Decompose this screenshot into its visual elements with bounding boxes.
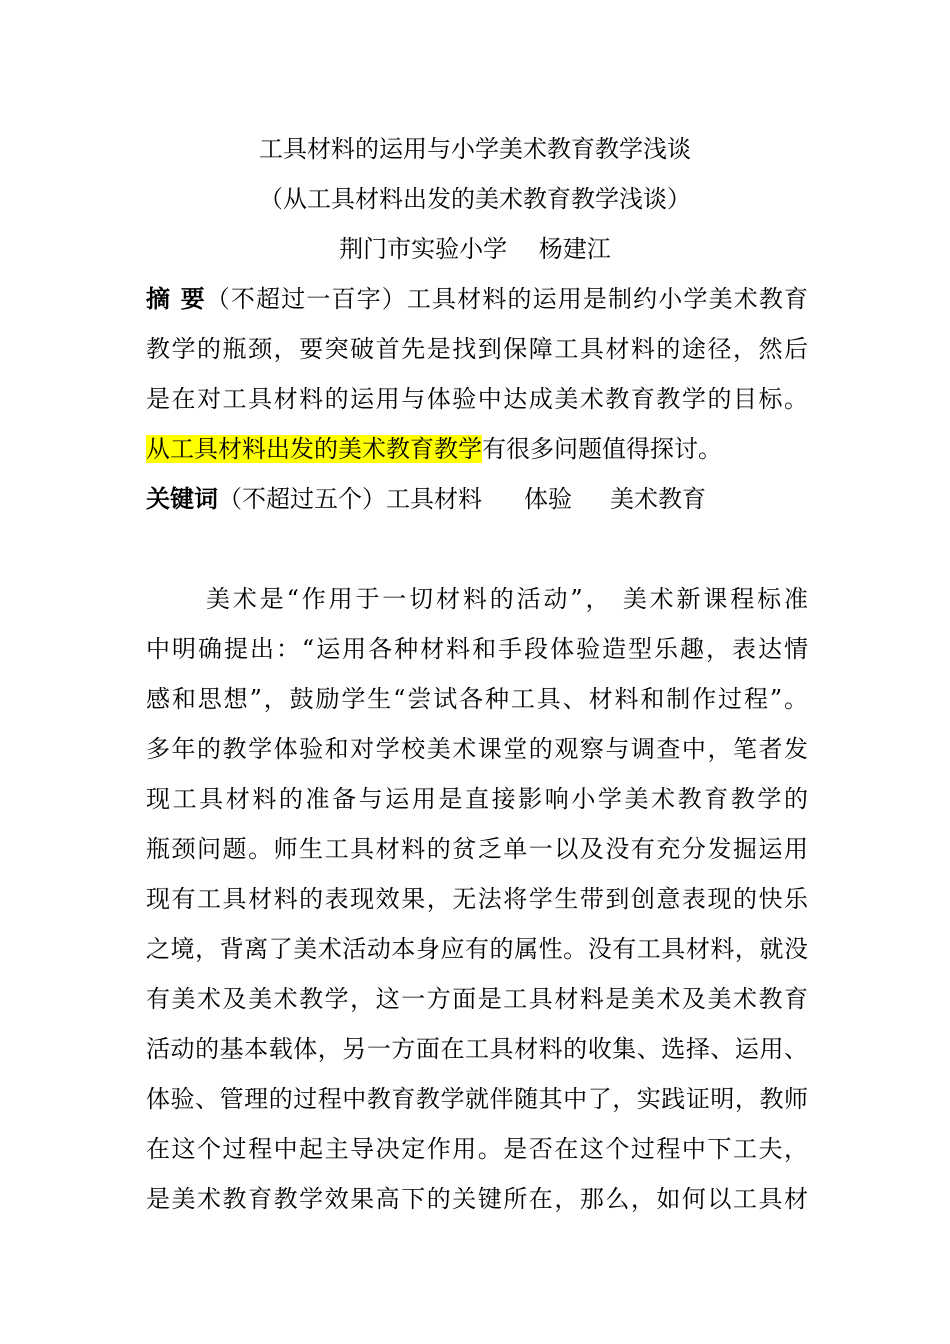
keyword-item: 体验 xyxy=(524,485,572,513)
author-line: 荆门市实验小学 杨建江 xyxy=(339,235,611,263)
abstract-label: 摘 要 xyxy=(146,285,206,313)
page-subtitle: （从工具材料出发的美术教育教学浅谈） xyxy=(259,185,691,213)
body-line: 有美术及美术教学，这一方面是工具材料是美术及美术教育 xyxy=(146,985,808,1013)
body-line: 中明确提出：“运用各种材料和手段体验造型乐趣，表达情 xyxy=(146,635,808,663)
keywords-note: （不超过五个） xyxy=(218,485,386,513)
page-title: 工具材料的运用与小学美术教育教学浅谈 xyxy=(259,135,691,163)
body-line: 美术是“作用于一切材料的活动”， 美术新课程标准 xyxy=(206,585,808,613)
abstract-line-4 xyxy=(146,434,808,464)
body-line: 活动的基本载体，另一方面在工具材料的收集、选择、运用、 xyxy=(146,1035,808,1063)
body-line: 多年的教学体验和对学校美术课堂的观察与调查中，笔者发 xyxy=(146,735,808,763)
abstract-text: 工具材料的运用是制约小学美术教育 xyxy=(406,285,809,313)
keyword-item: 工具材料 xyxy=(386,485,482,513)
body-line: 之境，背离了美术活动本身应有的属性。没有工具材料，就没 xyxy=(146,935,808,963)
body-line: 体验、管理的过程中教育教学就伴随其中了，实践证明，教师 xyxy=(146,1085,808,1113)
body-line: 在这个过程中起主导决定作用。是否在这个过程中下工夫， xyxy=(146,1135,808,1163)
abstract-note: （不超过一百字） xyxy=(205,285,407,313)
highlighted-text: 从工具材料出发的美术教育教学 xyxy=(146,435,482,463)
body-line: 现工具材料的准备与运用是直接影响小学美术教育教学的 xyxy=(146,785,808,813)
body-line: 瓶颈问题。师生工具材料的贫乏单一以及没有充分发掘运用 xyxy=(146,835,808,863)
abstract-line-2: 教学的瓶颈，要突破首先是找到保障工具材料的途径，然后 xyxy=(146,335,808,363)
body-line: 感和思想”，鼓励学生“尝试各种工具、材料和制作过程”。 xyxy=(146,685,808,713)
body-line: 现有工具材料的表现效果，无法将学生带到创意表现的快乐 xyxy=(146,885,808,913)
keyword-item: 美术教育 xyxy=(610,485,706,513)
abstract-line-3: 是在对工具材料的运用与体验中达成美术教育教学的目标。 xyxy=(146,385,808,413)
keywords-label: 关键词 xyxy=(146,485,218,513)
body-line: 是美术教育教学效果高下的关键所在，那么，如何以工具材 xyxy=(146,1185,808,1213)
keywords-line xyxy=(146,484,808,514)
abstract-line-1 xyxy=(146,284,808,314)
abstract-tail: 有很多问题值得探讨。 xyxy=(482,435,722,463)
